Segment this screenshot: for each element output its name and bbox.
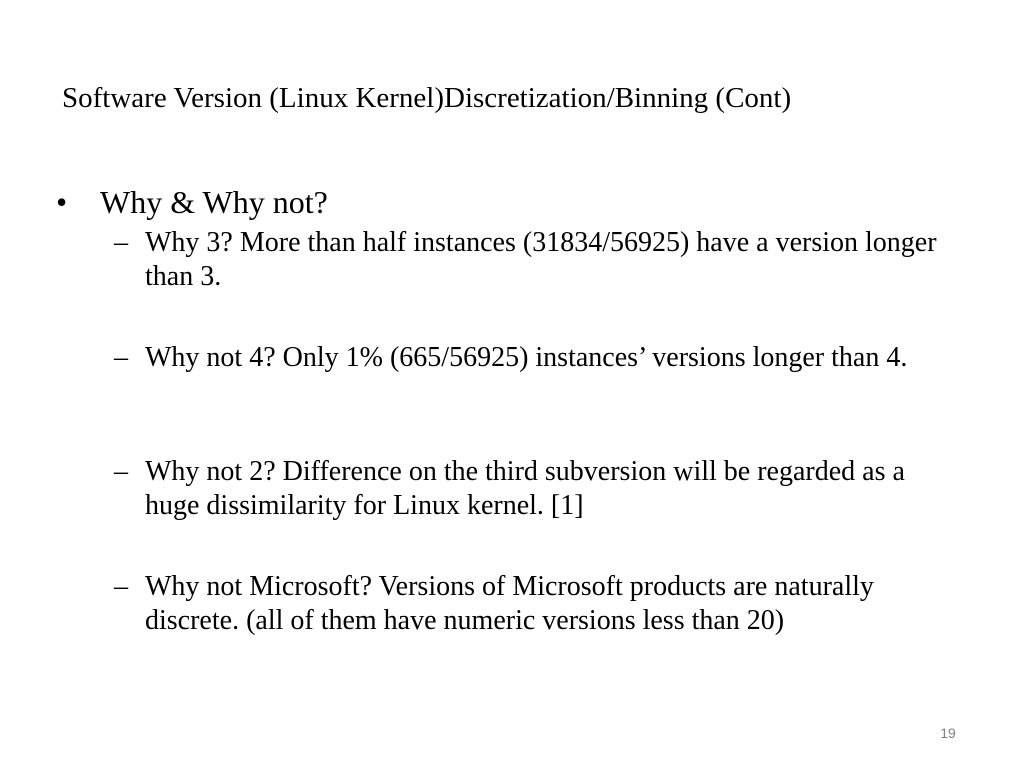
slide-page-number: 19	[940, 725, 956, 741]
sub-bullet-marker: –	[114, 456, 128, 487]
sub-bullet-text: Why not 4? Only 1% (665/56925) instances’ versions longer than 4.	[145, 342, 908, 373]
sub-bullet-marker: –	[114, 342, 128, 373]
sub-bullet-text: Why not Microsoft? Versions of Microsoft products are naturally discrete. (all of them have numeric versions less than 20)	[145, 571, 874, 636]
main-bullet-text: Why & Why not?	[100, 184, 328, 220]
sub-bullet-text: Why 3? More than half instances (31834/56925) have a version longer than 3.	[145, 227, 937, 292]
slide-title: Software Version (Linux Kernel)Discretization/Binning (Cont)	[62, 82, 792, 114]
bullet-marker: •	[56, 184, 68, 220]
sub-bullet-text: Why not 2? Difference on the third subversion will be regarded as a huge dissimilarity for Linux kernel. [1]	[145, 456, 905, 521]
sub-bullet-marker: –	[114, 227, 128, 258]
sub-bullet-marker: –	[114, 571, 128, 602]
